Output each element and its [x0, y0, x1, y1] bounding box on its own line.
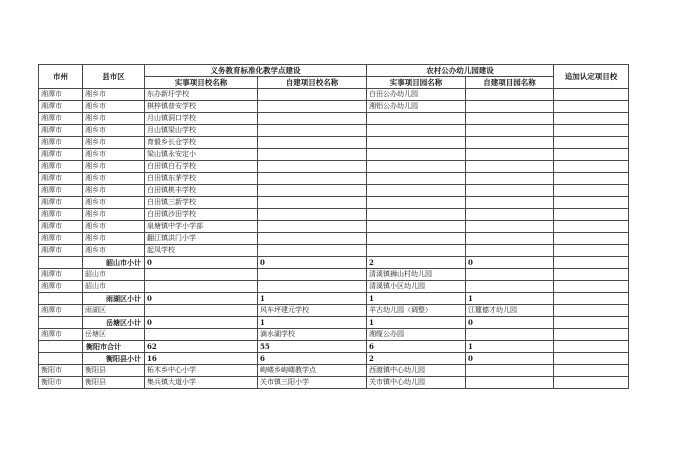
kinder-self-cell	[466, 125, 554, 137]
kinder-practical-count: 2	[367, 353, 466, 365]
school-practical-count: 62	[145, 341, 258, 353]
table-row	[39, 185, 629, 197]
kinder-self-cell: 江麓德才幼儿园	[466, 305, 554, 317]
table-row	[39, 245, 629, 257]
kinder-practical-cell: 湘缆公办园	[367, 329, 466, 341]
city-cell: 湘潭市	[39, 329, 83, 341]
kinder-self-cell	[466, 209, 554, 221]
school-self-cell	[258, 149, 367, 161]
school-self-cell	[258, 185, 367, 197]
extra-cell	[554, 89, 629, 101]
kinder-practical-cell: 白田公办幼儿园	[367, 89, 466, 101]
kinder-practical-cell	[367, 161, 466, 173]
school-self-cell: 风车坪建元学校	[258, 305, 367, 317]
county-cell: 湘乡市	[83, 89, 145, 101]
kinder-practical-cell	[367, 149, 466, 161]
school-self-cell: 关市镇三阳小学	[258, 377, 367, 389]
county-cell: 湘乡市	[83, 137, 145, 149]
subtotal-label: 雨湖区小计	[83, 293, 145, 305]
county-cell: 湘乡市	[83, 197, 145, 209]
extra-cell	[554, 113, 629, 125]
school-self-count: 6	[258, 353, 367, 365]
kinder-self-count: 0	[466, 353, 554, 365]
table-row	[39, 221, 629, 233]
county-cell: 湘乡市	[83, 113, 145, 125]
school-self-cell	[258, 209, 367, 221]
table-row	[39, 173, 629, 185]
school-self-cell: 岣嵝乡岣嵝教学点	[258, 365, 367, 377]
school-practical-cell: 梁山镇永安定小	[145, 149, 258, 161]
subtotal-row	[39, 293, 629, 305]
school-self-cell	[258, 161, 367, 173]
city-cell: 湘潭市	[39, 89, 83, 101]
school-practical-cell: 翻江镇洪门小学	[145, 233, 258, 245]
extra-cell	[554, 137, 629, 149]
header-kinder-practical: 实事项目园名称	[367, 77, 466, 89]
city-cell: 衡阳市	[39, 365, 83, 377]
blank-cell	[39, 317, 83, 329]
school-self-count: 1	[258, 293, 367, 305]
project-sheet	[38, 64, 629, 389]
table-row	[39, 149, 629, 161]
kinder-self-cell	[466, 149, 554, 161]
subtotal-row	[39, 353, 629, 365]
school-self-cell	[258, 281, 367, 293]
county-cell: 湘乡市	[83, 149, 145, 161]
county-cell: 湘乡市	[83, 221, 145, 233]
kinder-self-count: 1	[466, 341, 554, 353]
city-cell: 湘潭市	[39, 209, 83, 221]
school-practical-cell: 育毅乡长仓学校	[145, 137, 258, 149]
table-row	[39, 209, 629, 221]
extra-cell	[554, 101, 629, 113]
school-self-cell	[258, 233, 367, 245]
blank-cell	[39, 353, 83, 365]
school-practical-count: 0	[145, 317, 258, 329]
city-cell: 湘潭市	[39, 233, 83, 245]
school-self-count: 55	[258, 341, 367, 353]
header-city: 市州	[39, 65, 83, 89]
school-self-cell	[258, 137, 367, 149]
kinder-practical-cell	[367, 113, 466, 125]
county-cell: 湘乡市	[83, 245, 145, 257]
kinder-practical-count: 1	[367, 293, 466, 305]
kinder-self-cell	[466, 137, 554, 149]
county-cell: 湘乡市	[83, 101, 145, 113]
kinder-practical-cell	[367, 197, 466, 209]
city-cell: 湘潭市	[39, 137, 83, 149]
extra-cell	[554, 305, 629, 317]
kinder-self-cell	[466, 233, 554, 245]
kinder-practical-count: 1	[367, 317, 466, 329]
city-cell: 湘潭市	[39, 125, 83, 137]
school-self-cell	[258, 101, 367, 113]
kinder-self-cell	[466, 113, 554, 125]
extra-cell	[554, 161, 629, 173]
table-row	[39, 269, 629, 281]
project-table	[38, 64, 629, 389]
school-practical-cell	[145, 281, 258, 293]
table-row	[39, 365, 629, 377]
county-cell: 湘乡市	[83, 161, 145, 173]
school-self-cell	[258, 221, 367, 233]
kinder-self-cell	[466, 245, 554, 257]
school-practical-cell: 集兵镇大道小学	[145, 377, 258, 389]
extra-cell	[554, 377, 629, 389]
county-cell: 湘乡市	[83, 125, 145, 137]
subtotal-row	[39, 257, 629, 269]
blank-cell	[39, 257, 83, 269]
school-practical-cell: 白田镇三新学校	[145, 197, 258, 209]
extra-count	[554, 341, 629, 353]
table-row	[39, 89, 629, 101]
table-row	[39, 113, 629, 125]
kinder-practical-cell	[367, 125, 466, 137]
kinder-practical-cell	[367, 233, 466, 245]
extra-cell	[554, 245, 629, 257]
extra-cell	[554, 281, 629, 293]
extra-cell	[554, 221, 629, 233]
school-practical-cell	[145, 269, 258, 281]
city-cell: 湘潭市	[39, 245, 83, 257]
kinder-practical-cell	[367, 185, 466, 197]
kinder-self-cell	[466, 185, 554, 197]
school-practical-cell	[145, 329, 258, 341]
extra-cell	[554, 269, 629, 281]
kinder-self-cell	[466, 365, 554, 377]
table-row	[39, 161, 629, 173]
kinder-practical-cell: 关市镇中心幼儿园	[367, 377, 466, 389]
county-cell: 湘乡市	[83, 173, 145, 185]
extra-cell	[554, 365, 629, 377]
city-cell: 湘潭市	[39, 197, 83, 209]
total-row	[39, 341, 629, 353]
kinder-practical-cell: 湘铝公办幼儿园	[367, 101, 466, 113]
county-cell: 衡阳县	[83, 377, 145, 389]
kinder-practical-count: 6	[367, 341, 466, 353]
subtotal-row	[39, 317, 629, 329]
school-practical-cell: 月山镇梁山学校	[145, 125, 258, 137]
kinder-self-cell	[466, 269, 554, 281]
school-practical-cell: 柘木乡中心小学	[145, 365, 258, 377]
school-self-cell	[258, 113, 367, 125]
school-self-cell: 滴水湖学校	[258, 329, 367, 341]
kinder-self-cell	[466, 101, 554, 113]
table-body	[39, 89, 629, 389]
header-row-1	[39, 65, 629, 77]
school-practical-cell: 起凤学校	[145, 245, 258, 257]
header-kinder-group: 农村公办幼儿园建设	[367, 65, 554, 77]
school-self-cell	[258, 125, 367, 137]
kinder-practical-cell: 清溪镇小区幼儿园	[367, 281, 466, 293]
kinder-self-cell	[466, 377, 554, 389]
header-extra: 追加认定项目校	[554, 65, 629, 89]
school-practical-cell: 东办新圩学校	[145, 89, 258, 101]
school-self-cell	[258, 197, 367, 209]
kinder-practical-cell: 清溪镇狮山村幼儿园	[367, 269, 466, 281]
school-practical-cell: 白田镇白石学校	[145, 161, 258, 173]
table-row	[39, 233, 629, 245]
school-practical-count: 16	[145, 353, 258, 365]
city-cell: 湘潭市	[39, 113, 83, 125]
table-row	[39, 329, 629, 341]
school-practical-cell: 棋梓镇普安学校	[145, 101, 258, 113]
extra-count	[554, 353, 629, 365]
subtotal-label: 岳塘区小计	[83, 317, 145, 329]
blank-cell	[39, 293, 83, 305]
kinder-practical-cell	[367, 173, 466, 185]
extra-cell	[554, 197, 629, 209]
extra-cell	[554, 329, 629, 341]
school-practical-count: 0	[145, 293, 258, 305]
extra-count	[554, 293, 629, 305]
kinder-self-cell	[466, 173, 554, 185]
school-self-count: 1	[258, 317, 367, 329]
kinder-self-count: 1	[466, 293, 554, 305]
kinder-practical-cell	[367, 221, 466, 233]
school-practical-cell: 白田镇桃丰学校	[145, 185, 258, 197]
kinder-self-count: 0	[466, 317, 554, 329]
city-cell: 湘潭市	[39, 101, 83, 113]
school-practical-cell: 泉塘镇中学小学部	[145, 221, 258, 233]
city-cell: 湘潭市	[39, 305, 83, 317]
header-school-group: 义务教育标准化教学点建设	[145, 65, 367, 77]
school-practical-cell: 月山镇洞口学校	[145, 113, 258, 125]
kinder-practical-cell	[367, 245, 466, 257]
city-cell: 湘潭市	[39, 149, 83, 161]
extra-cell	[554, 173, 629, 185]
county-cell: 湘乡市	[83, 233, 145, 245]
kinder-practical-count: 2	[367, 257, 466, 269]
table-row	[39, 137, 629, 149]
table-row	[39, 101, 629, 113]
city-cell: 湘潭市	[39, 185, 83, 197]
city-cell: 湘潭市	[39, 173, 83, 185]
school-self-count: 0	[258, 257, 367, 269]
county-cell: 韶山市	[83, 269, 145, 281]
kinder-practical-cell: 西渡镇中心幼儿园	[367, 365, 466, 377]
blank-cell	[39, 341, 83, 353]
kinder-self-cell	[466, 281, 554, 293]
school-self-cell	[258, 173, 367, 185]
header-school-practical: 实事项目校名称	[145, 77, 258, 89]
header-county: 县市区	[83, 65, 145, 89]
header-school-self: 自建项目校名称	[258, 77, 367, 89]
kinder-practical-cell	[367, 137, 466, 149]
table-row	[39, 281, 629, 293]
city-cell: 衡阳市	[39, 377, 83, 389]
kinder-self-cell	[466, 329, 554, 341]
kinder-self-count: 0	[466, 257, 554, 269]
extra-count	[554, 257, 629, 269]
subtotal-label: 衡阳县小计	[83, 353, 145, 365]
county-cell: 雨湖区	[83, 305, 145, 317]
county-cell: 岳塘区	[83, 329, 145, 341]
extra-cell	[554, 233, 629, 245]
table-row	[39, 305, 629, 317]
county-cell: 湘乡市	[83, 209, 145, 221]
kinder-self-cell	[466, 161, 554, 173]
kinder-self-cell	[466, 89, 554, 101]
county-cell: 湘乡市	[83, 185, 145, 197]
subtotal-label: 衡阳市合计	[83, 341, 145, 353]
kinder-practical-cell	[367, 209, 466, 221]
school-practical-cell: 白田镇东茅学校	[145, 173, 258, 185]
city-cell: 湘潭市	[39, 221, 83, 233]
kinder-self-cell	[466, 221, 554, 233]
table-row	[39, 377, 629, 389]
table-row	[39, 125, 629, 137]
city-cell: 湘潭市	[39, 161, 83, 173]
school-practical-cell: 白田镇沙田学校	[145, 209, 258, 221]
city-cell: 湘潭市	[39, 269, 83, 281]
school-practical-count: 0	[145, 257, 258, 269]
county-cell: 韶山市	[83, 281, 145, 293]
school-self-cell	[258, 89, 367, 101]
extra-cell	[554, 209, 629, 221]
kinder-self-cell	[466, 197, 554, 209]
extra-cell	[554, 185, 629, 197]
extra-cell	[554, 149, 629, 161]
school-self-cell	[258, 245, 367, 257]
table-row	[39, 197, 629, 209]
school-self-cell	[258, 269, 367, 281]
header-kinder-self: 自建项目园名称	[466, 77, 554, 89]
subtotal-label: 韶山市小计	[83, 257, 145, 269]
school-practical-cell	[145, 305, 258, 317]
city-cell: 湘潭市	[39, 281, 83, 293]
extra-count	[554, 317, 629, 329]
kinder-practical-cell: 羊古幼儿园（调整）	[367, 305, 466, 317]
extra-cell	[554, 125, 629, 137]
county-cell: 衡阳县	[83, 365, 145, 377]
